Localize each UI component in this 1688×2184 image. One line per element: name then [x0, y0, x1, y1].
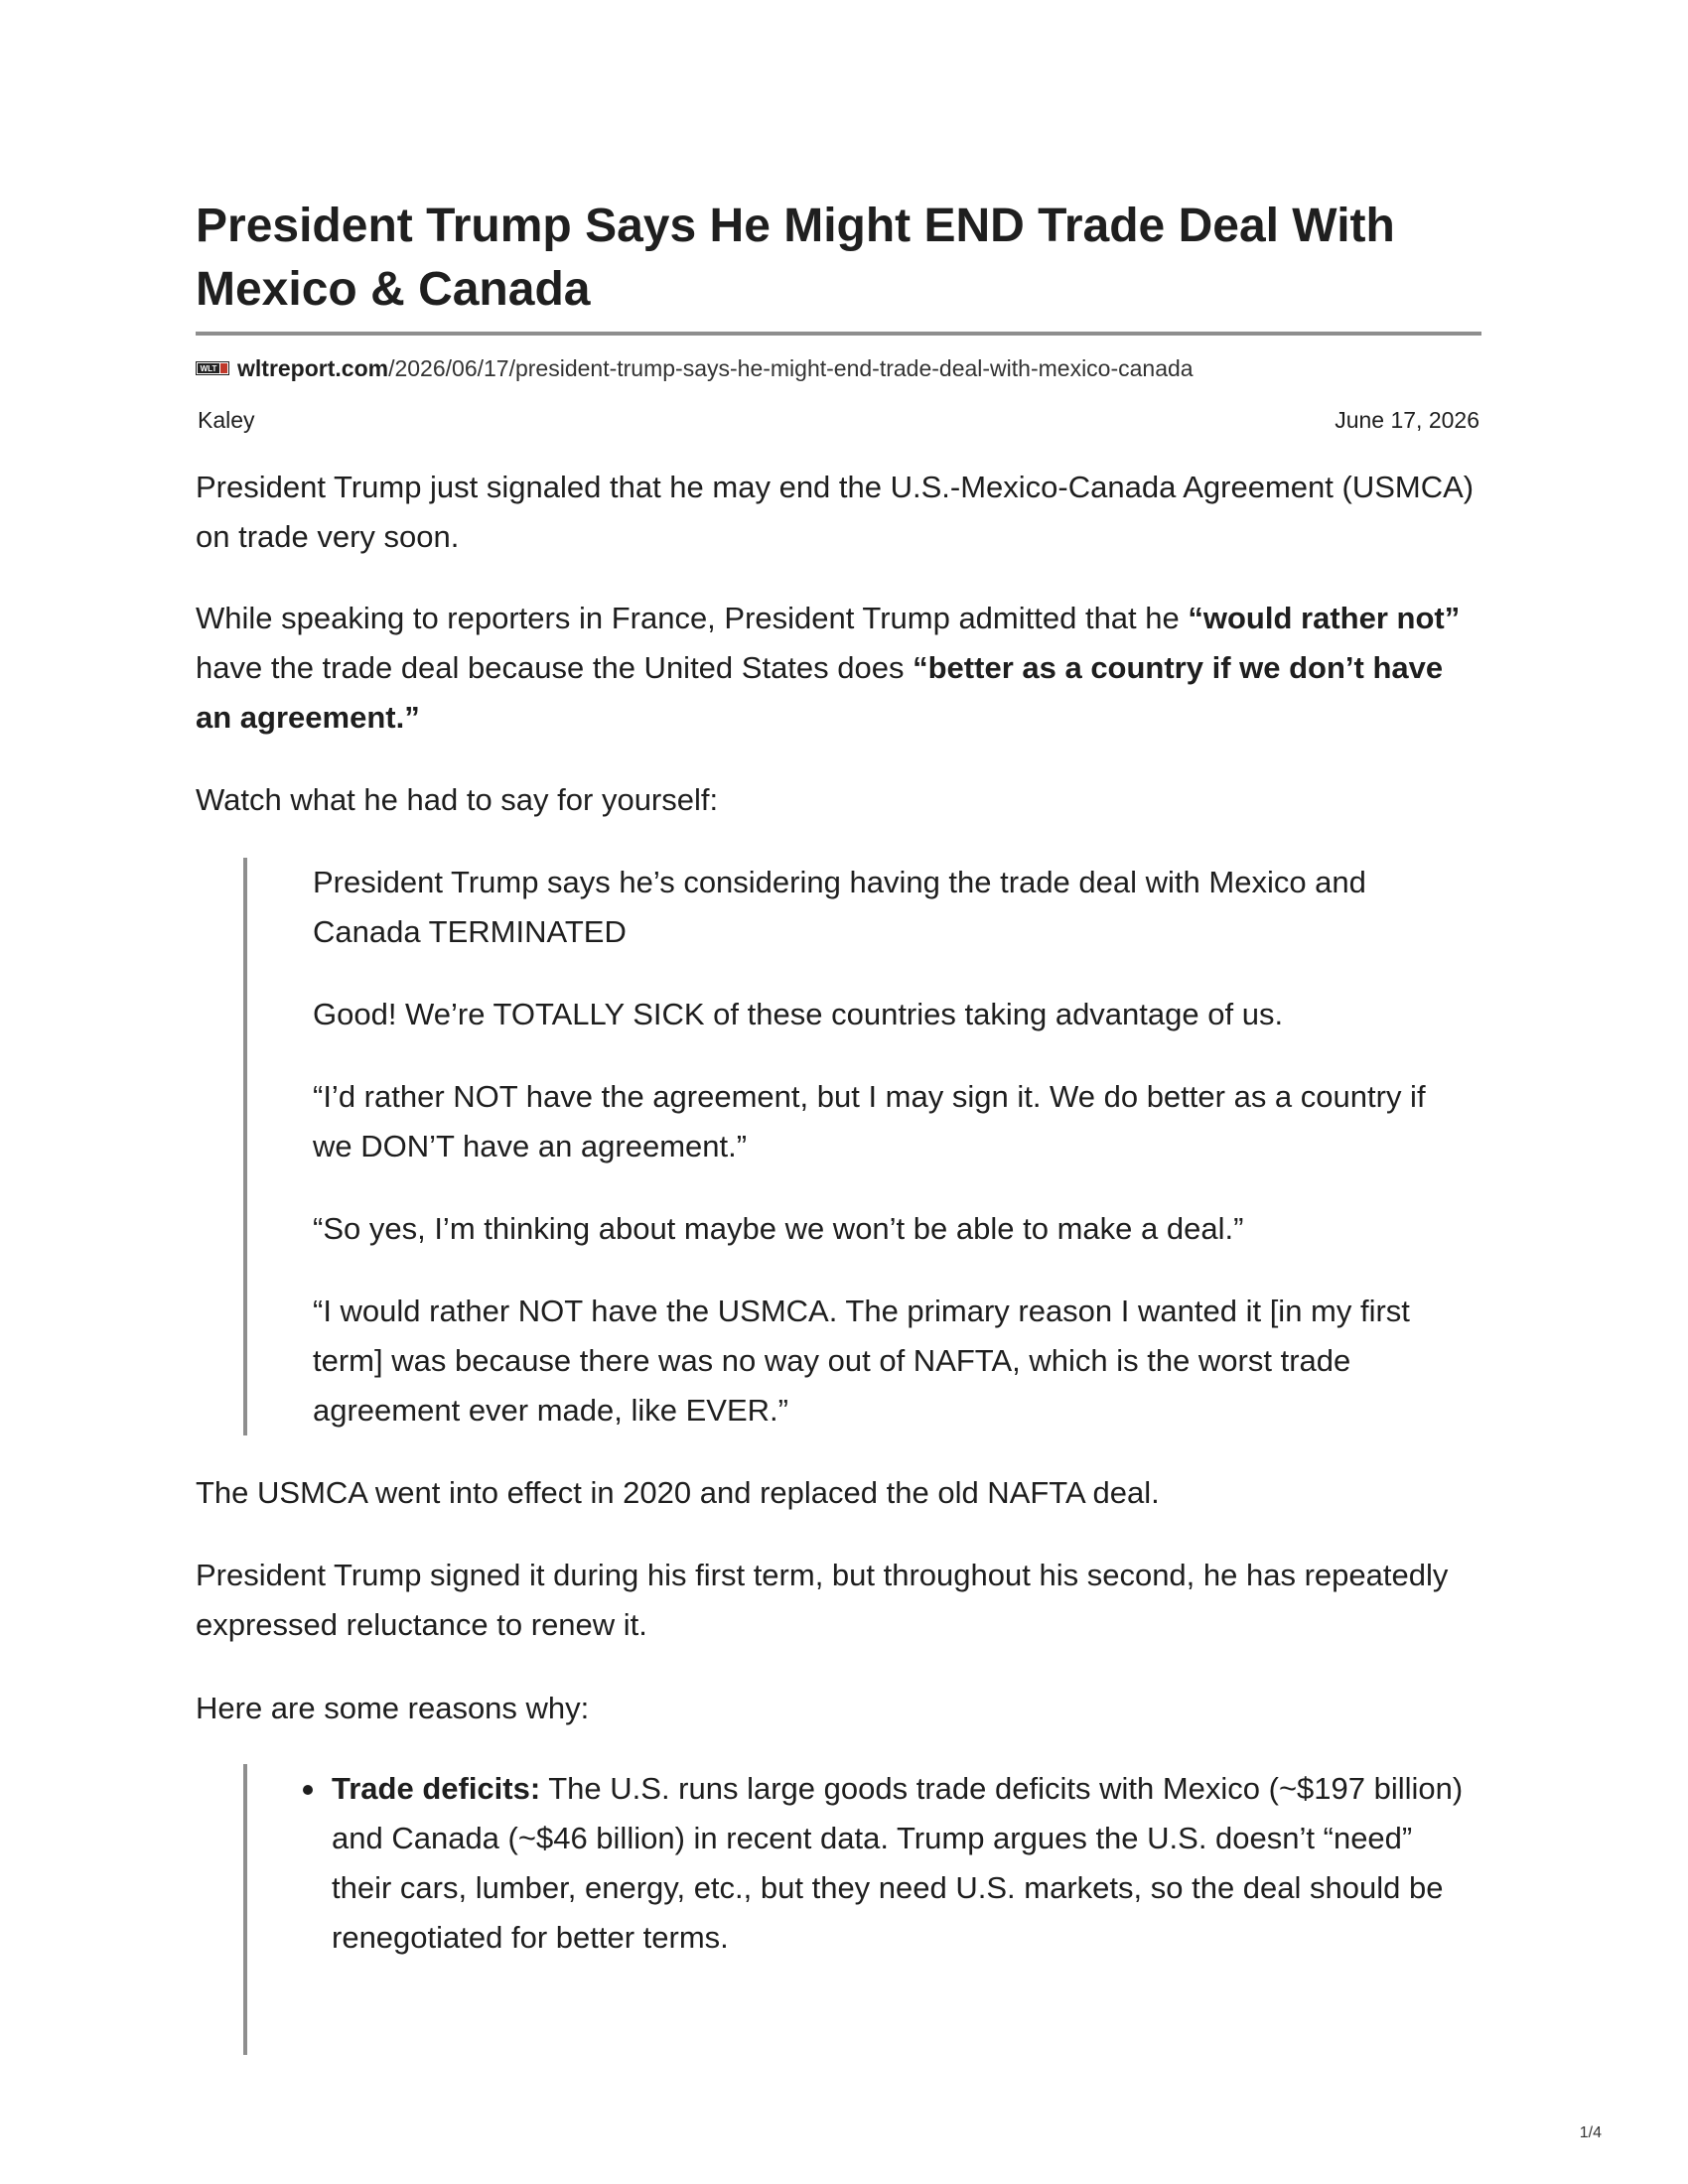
site-logo-text: WLT [200, 363, 217, 373]
source-url[interactable] [196, 353, 1194, 383]
reasons-blockquote [243, 1764, 1470, 2055]
paragraph-signed: President Trump signed it during his first term, but throughout his second, he has repeatedly expressed reluctance to renew it. [196, 1558, 1449, 1642]
paragraph-reasons: Here are some reasons why: [196, 1691, 590, 1725]
bullet-icon [303, 1785, 313, 1795]
paragraph-watch: Watch what he had to say for yourself: [196, 782, 719, 817]
quote-paragraph: “So yes, I’m thinking about maybe we won’t be able to make a deal.” [313, 1211, 1244, 1246]
paragraph-text: have the trade deal because the United States does [196, 650, 914, 685]
quote-paragraph: “I would rather NOT have the USMCA. The primary reason I wanted it [in my first term] was because there was no way out of NAFTA, which is the worst trade agreement ever made, like EVER.” [313, 1294, 1410, 1428]
author-name: Kaley [198, 407, 255, 433]
source-domain[interactable]: wltreport.com [237, 355, 389, 381]
paragraph-text: While speaking to reporters in France, President Trump admitted that he [196, 601, 1189, 635]
blockquote [243, 858, 1470, 1435]
publish-date: June 17, 2026 [1335, 407, 1479, 433]
site-logo-icon [196, 361, 229, 375]
paragraph-usmca-effect: The USMCA went into effect in 2020 and replaced the old NAFTA deal. [196, 1475, 1160, 1510]
quote-paragraph: President Trump says he’s considering having the trade deal with Mexico and Canada TERMINATED [313, 865, 1366, 949]
quote-paragraph: Good! We’re TOTALLY SICK of these countries taking advantage of us. [313, 997, 1284, 1031]
list-item-text: The U.S. runs large goods trade deficits with Mexico (~$197 billion) and Canada (~$46 billion) in recent data. Trump argues the U.S. doesn’t “need” their cars, lumber, energy, etc., but they need U.S. markets, so the deal should be renegotiated for better terms. [332, 1771, 1464, 1955]
paragraph-intro: President Trump just signaled that he may end the U.S.-Mexico-Canada Agreement (USMCA) on trade very soon. [196, 470, 1475, 554]
list-item [332, 1764, 1464, 1963]
bold-quote: “would rather not” [1188, 601, 1461, 635]
source-path[interactable]: /2026/06/17/president-trump-says-he-might-end-trade-deal-with-mexico-canada [388, 355, 1194, 381]
bold-quote: “better as a country if we don’t have an agreement.” [196, 650, 1444, 735]
quote-paragraph: “I’d rather NOT have the agreement, but I may sign it. We do better as a country if we DON’T have an agreement.” [313, 1079, 1426, 1163]
reasons-list [247, 1764, 1470, 1963]
list-item-label: Trade deficits: [332, 1771, 541, 1806]
article-title: President Trump Says He Might END Trade Deal With Mexico & Canada [196, 200, 1395, 316]
paragraph-quote-summary [196, 594, 1481, 743]
page-number: 1/4 [1579, 2124, 1602, 2141]
title-divider [196, 332, 1481, 336]
